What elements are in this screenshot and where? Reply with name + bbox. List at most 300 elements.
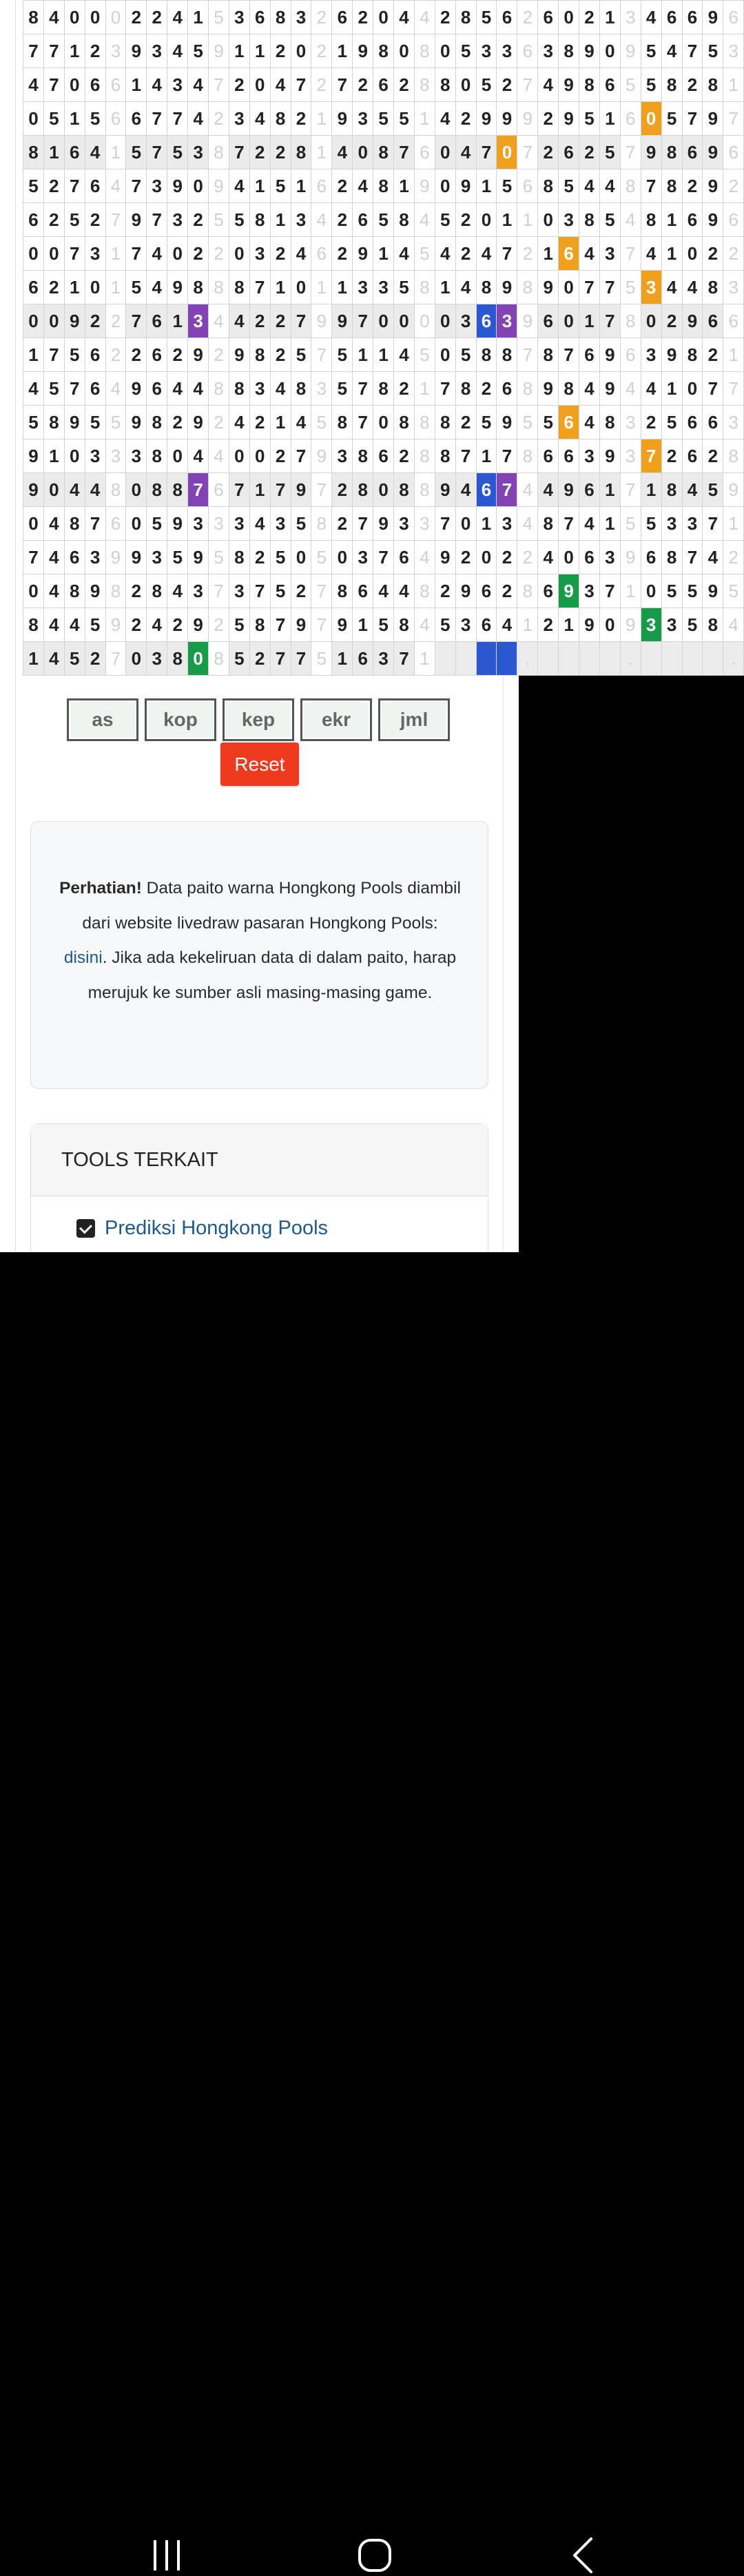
paito-cell[interactable]: 6 [641,541,661,574]
paito-cell[interactable]: 9 [703,1,723,34]
paito-cell[interactable]: 2 [249,406,270,439]
paito-cell[interactable]: 8 [497,338,517,372]
paito-cell[interactable]: 4 [43,507,64,541]
paito-cell[interactable]: 6 [353,203,373,237]
paito-cell[interactable]: 9 [703,169,723,203]
paito-cell[interactable]: 2 [661,304,682,338]
paito-cell[interactable]: 5 [291,507,311,541]
paito-cell[interactable]: 3 [599,237,620,271]
paito-cell[interactable] [703,642,723,676]
paito-cell[interactable]: 0 [229,439,249,473]
paito-cell[interactable]: 2 [394,372,415,406]
paito-cell[interactable]: 4 [43,541,64,574]
paito-cell[interactable]: 3 [497,304,517,338]
paito-cell[interactable]: 9 [64,304,85,338]
paito-cell[interactable]: 4 [373,574,394,608]
paito-cell[interactable]: 6 [579,338,600,372]
paito-cell[interactable]: 3 [291,1,311,34]
paito-cell[interactable]: 7 [435,507,455,541]
paito-cell[interactable]: 0 [599,608,620,642]
paito-cell[interactable]: 5 [703,473,723,507]
paito-cell[interactable]: 5 [64,203,85,237]
paito-cell[interactable]: 2 [249,541,270,574]
paito-cell[interactable]: 5 [332,338,353,372]
paito-cell[interactable]: 7 [682,34,703,68]
paito-cell[interactable]: 3 [147,541,167,574]
paito-cell[interactable]: 4 [23,68,44,102]
paito-cell[interactable]: 8 [270,102,291,136]
paito-cell[interactable]: 6 [497,372,517,406]
paito-cell[interactable]: 5 [64,338,85,372]
paito-cell[interactable]: 1 [249,34,270,68]
paito-cell[interactable]: 4 [43,574,64,608]
paito-cell[interactable]: 4 [229,406,249,439]
paito-cell[interactable]: 2 [291,102,311,136]
paito-cell[interactable]: 2 [703,338,723,372]
paito-cell[interactable]: 8 [291,136,311,169]
paito-cell[interactable]: 5 [394,102,415,136]
paito-cell[interactable]: 9 [599,338,620,372]
paito-cell[interactable]: 6 [682,406,703,439]
paito-cell[interactable]: 4 [661,271,682,304]
paito-cell[interactable]: 5 [579,102,600,136]
paito-cell[interactable]: 6 [682,439,703,473]
paito-cell[interactable]: 0 [167,439,188,473]
paito-cell[interactable]: 8 [579,68,600,102]
paito-cell[interactable]: 7 [249,271,270,304]
paito-cell[interactable]: 8 [661,68,682,102]
paito-cell[interactable]: 4 [394,574,415,608]
paito-cell[interactable]: 1 [188,1,209,34]
paito-cell[interactable]: 5 [229,608,249,642]
paito-cell[interactable]: 2 [167,406,188,439]
paito-cell[interactable]: 9 [23,473,44,507]
paito-cell[interactable]: 7 [188,473,209,507]
paito-cell[interactable]: 2 [291,574,311,608]
paito-cell[interactable]: 7 [332,68,353,102]
paito-cell[interactable]: 3 [332,439,353,473]
paito-cell[interactable]: 0 [476,203,497,237]
paito-cell[interactable] [435,642,455,676]
paito-cell[interactable]: 1 [435,271,455,304]
paito-cell[interactable]: 5 [682,608,703,642]
paito-cell[interactable]: 8 [23,608,44,642]
paito-cell[interactable]: 4 [641,237,661,271]
paito-cell[interactable]: 1 [23,338,44,372]
paito-cell[interactable]: 4 [23,372,44,406]
paito-cell[interactable]: 3 [188,304,209,338]
paito-cell[interactable]: 9 [703,136,723,169]
paito-cell[interactable]: 2 [455,102,476,136]
paito-cell[interactable]: 2 [332,473,353,507]
paito-cell[interactable]: 2 [188,203,209,237]
paito-cell[interactable]: 6 [85,169,105,203]
paito-cell[interactable]: 4 [64,473,85,507]
paito-cell[interactable]: 1 [497,203,517,237]
paito-cell[interactable]: 6 [538,439,559,473]
paito-cell[interactable]: 7 [147,136,167,169]
paito-cell[interactable]: 7 [353,406,373,439]
paito-cell[interactable]: 6 [64,136,85,169]
paito-cell[interactable]: 4 [43,642,64,676]
paito-cell[interactable]: 2 [682,169,703,203]
paito-cell[interactable]: 5 [394,271,415,304]
filter-kop-button[interactable]: kop [145,698,216,741]
paito-cell[interactable]: 0 [394,34,415,68]
paito-cell[interactable]: 8 [147,574,167,608]
paito-cell[interactable]: 9 [579,608,600,642]
paito-cell[interactable]: 0 [64,439,85,473]
paito-cell[interactable]: 4 [249,507,270,541]
paito-cell[interactable]: 4 [167,574,188,608]
paito-cell[interactable]: 2 [538,136,559,169]
paito-cell[interactable]: 8 [682,338,703,372]
paito-cell[interactable]: 6 [661,1,682,34]
paito-cell[interactable]: 0 [85,271,105,304]
paito-cell[interactable]: 8 [147,473,167,507]
paito-cell[interactable]: 5 [703,34,723,68]
paito-cell[interactable]: 2 [167,338,188,372]
paito-cell[interactable]: 8 [23,1,44,34]
paito-cell[interactable]: 4 [455,136,476,169]
paito-cell[interactable]: 0 [435,304,455,338]
paito-cell[interactable]: 8 [353,439,373,473]
paito-cell[interactable]: 5 [661,406,682,439]
paito-cell[interactable]: 9 [599,439,620,473]
paito-cell[interactable]: 7 [291,439,311,473]
paito-cell[interactable]: 2 [43,169,64,203]
paito-cell[interactable]: 1 [126,68,147,102]
paito-cell[interactable]: 4 [147,271,167,304]
paito-cell[interactable]: 8 [353,473,373,507]
paito-cell[interactable]: 4 [229,304,249,338]
paito-cell[interactable]: 8 [703,68,723,102]
paito-cell[interactable]: 0 [682,372,703,406]
paito-cell[interactable]: 5 [85,608,105,642]
paito-cell[interactable]: 7 [43,34,64,68]
paito-cell[interactable] [559,642,579,676]
paito-cell[interactable]: 8 [373,372,394,406]
paito-cell[interactable]: 4 [455,271,476,304]
paito-cell[interactable]: 3 [85,237,105,271]
paito-cell[interactable]: 3 [579,574,600,608]
tool-link-prediksi[interactable]: Prediksi Hongkong Pools [105,1217,329,1239]
paito-cell[interactable]: 9 [579,34,600,68]
paito-cell[interactable]: 9 [353,34,373,68]
paito-cell[interactable]: 0 [126,642,147,676]
paito-cell[interactable]: 3 [373,271,394,304]
paito-cell[interactable]: 1 [599,1,620,34]
paito-cell[interactable]: 0 [373,304,394,338]
paito-cell[interactable]: 6 [538,1,559,34]
paito-cell[interactable]: 7 [599,271,620,304]
paito-cell[interactable]: 5 [497,169,517,203]
paito-cell[interactable]: 1 [641,473,661,507]
paito-cell[interactable]: 6 [559,406,579,439]
paito-cell[interactable]: 5 [476,68,497,102]
paito-cell[interactable]: 3 [85,439,105,473]
paito-cell[interactable]: 0 [641,304,661,338]
paito-cell[interactable]: 7 [64,372,85,406]
home-icon[interactable] [344,2535,406,2576]
paito-cell[interactable]: 5 [64,642,85,676]
paito-cell[interactable]: 9 [455,574,476,608]
paito-cell[interactable]: 5 [559,169,579,203]
paito-cell[interactable]: 4 [43,608,64,642]
paito-cell[interactable]: 9 [641,136,661,169]
paito-cell[interactable]: 8 [64,574,85,608]
paito-cell[interactable]: 9 [332,304,353,338]
paito-cell[interactable]: 2 [85,642,105,676]
paito-cell[interactable]: 6 [476,304,497,338]
paito-cell[interactable]: 5 [270,169,291,203]
paito-cell[interactable]: 6 [23,203,44,237]
paito-cell[interactable]: 8 [373,136,394,169]
paito-cell[interactable]: 8 [270,1,291,34]
paito-cell[interactable]: 0 [229,237,249,271]
paito-cell[interactable]: 7 [599,304,620,338]
paito-cell[interactable]: 2 [126,574,147,608]
paito-cell[interactable]: 7 [497,473,517,507]
paito-cell[interactable]: 2 [682,68,703,102]
paito-cell[interactable]: 1 [559,608,579,642]
paito-cell[interactable]: 0 [291,34,311,68]
paito-cell[interactable]: 4 [682,473,703,507]
paito-cell[interactable]: 8 [229,372,249,406]
paito-cell[interactable]: 1 [476,439,497,473]
paito-cell[interactable]: 2 [85,34,105,68]
paito-cell[interactable]: 2 [85,304,105,338]
paito-cell[interactable]: 4 [332,136,353,169]
paito-cell[interactable]: 6 [559,136,579,169]
paito-cell[interactable]: 7 [147,203,167,237]
paito-cell[interactable]: 6 [599,68,620,102]
filter-jml-button[interactable]: jml [378,698,450,741]
paito-cell[interactable]: 4 [353,169,373,203]
paito-cell[interactable]: 2 [476,372,497,406]
paito-cell[interactable]: 6 [85,338,105,372]
paito-cell[interactable]: 2 [167,608,188,642]
paito-cell[interactable]: 3 [188,574,209,608]
paito-cell[interactable]: 3 [353,271,373,304]
paito-cell[interactable]: 4 [538,541,559,574]
paito-cell[interactable]: 7 [455,439,476,473]
paito-cell[interactable]: 9 [682,304,703,338]
paito-cell[interactable]: 6 [682,136,703,169]
paito-cell[interactable]: 5 [23,169,44,203]
paito-cell[interactable]: 4 [291,406,311,439]
paito-cell[interactable]: 6 [703,406,723,439]
paito-cell[interactable]: 8 [599,406,620,439]
paito-cell[interactable]: 2 [332,203,353,237]
paito-cell[interactable]: 1 [353,338,373,372]
paito-cell[interactable]: 3 [249,237,270,271]
paito-cell[interactable]: 0 [373,473,394,507]
paito-cell[interactable]: 4 [476,237,497,271]
paito-cell[interactable]: 0 [126,507,147,541]
paito-cell[interactable]: 2 [538,102,559,136]
paito-cell[interactable]: 4 [188,68,209,102]
paito-cell[interactable]: 0 [167,237,188,271]
paito-cell[interactable]: 7 [373,541,394,574]
paito-cell[interactable]: 9 [538,372,559,406]
paito-cell[interactable]: 4 [249,102,270,136]
paito-cell[interactable]: 7 [64,237,85,271]
paito-cell[interactable]: 4 [435,237,455,271]
paito-cell[interactable]: 7 [64,169,85,203]
paito-cell[interactable]: 0 [291,541,311,574]
paito-cell[interactable]: 5 [291,338,311,372]
paito-cell[interactable]: 5 [455,34,476,68]
paito-cell[interactable]: 4 [147,68,167,102]
paito-cell[interactable]: 3 [661,608,682,642]
paito-cell[interactable]: 7 [497,439,517,473]
paito-cell[interactable]: 5 [188,34,209,68]
paito-cell[interactable]: 0 [559,271,579,304]
paito-cell[interactable]: 1 [579,304,600,338]
paito-cell[interactable]: 0 [599,34,620,68]
paito-cell[interactable]: 3 [85,541,105,574]
paito-cell[interactable]: 5 [373,203,394,237]
paito-cell[interactable]: 8 [167,473,188,507]
paito-cell[interactable]: 3 [229,507,249,541]
paito-cell[interactable]: 4 [579,169,600,203]
paito-cell[interactable]: 5 [167,541,188,574]
filter-kep-button[interactable]: kep [223,698,294,741]
paito-cell[interactable]: 5 [85,406,105,439]
paito-cell[interactable]: 6 [538,574,559,608]
paito-cell[interactable]: 8 [538,338,559,372]
paito-cell[interactable]: 0 [85,1,105,34]
paito-cell[interactable]: 8 [229,271,249,304]
paito-cell[interactable]: 2 [43,271,64,304]
paito-cell[interactable]: 2 [85,203,105,237]
paito-cell[interactable]: 1 [249,169,270,203]
paito-cell[interactable]: 8 [373,169,394,203]
paito-cell[interactable]: 5 [270,574,291,608]
paito-cell[interactable]: 5 [229,203,249,237]
paito-cell[interactable]: 5 [476,1,497,34]
paito-cell[interactable]: 2 [579,136,600,169]
paito-cell[interactable]: 6 [373,68,394,102]
paito-cell[interactable]: 5 [126,271,147,304]
paito-cell[interactable]: 7 [270,473,291,507]
paito-cell[interactable]: 0 [188,169,209,203]
paito-cell[interactable] [599,642,620,676]
paito-cell[interactable]: 3 [147,642,167,676]
paito-cell[interactable]: 7 [23,541,44,574]
paito-cell[interactable]: 0 [126,473,147,507]
paito-cell[interactable]: 5 [435,203,455,237]
paito-cell[interactable]: 4 [641,1,661,34]
paito-cell[interactable]: 6 [147,372,167,406]
paito-cell[interactable]: 9 [703,102,723,136]
paito-cell[interactable]: 0 [559,541,579,574]
paito-cell[interactable] [538,642,559,676]
paito-cell[interactable]: 3 [147,169,167,203]
paito-cell[interactable]: 9 [455,169,476,203]
paito-cell[interactable]: 3 [229,1,249,34]
paito-cell[interactable]: 4 [394,1,415,34]
paito-cell[interactable]: 7 [126,169,147,203]
paito-cell[interactable]: 2 [126,608,147,642]
paito-cell[interactable]: 3 [188,507,209,541]
paito-cell[interactable]: 3 [641,338,661,372]
paito-cell[interactable]: 2 [43,203,64,237]
paito-cell[interactable]: 9 [332,102,353,136]
paito-cell[interactable]: 0 [23,304,44,338]
paito-cell[interactable]: 6 [126,102,147,136]
paito-cell[interactable]: 0 [43,237,64,271]
paito-cell[interactable]: 8 [435,406,455,439]
paito-cell[interactable]: 7 [43,68,64,102]
paito-cell[interactable]: 1 [43,439,64,473]
paito-cell[interactable]: 2 [332,507,353,541]
paito-cell[interactable]: 4 [641,372,661,406]
paito-cell[interactable]: 5 [455,338,476,372]
paito-cell[interactable]: 0 [455,68,476,102]
paito-cell[interactable]: 6 [373,439,394,473]
paito-cell[interactable]: 6 [147,338,167,372]
paito-cell[interactable]: 9 [497,271,517,304]
paito-cell[interactable]: 6 [703,304,723,338]
paito-cell[interactable]: 2 [126,1,147,34]
paito-cell[interactable]: 2 [703,237,723,271]
paito-cell[interactable]: 3 [167,203,188,237]
paito-cell[interactable]: 0 [249,68,270,102]
paito-cell[interactable]: 9 [559,574,579,608]
paito-cell[interactable]: 8 [188,271,209,304]
paito-cell[interactable]: 8 [538,507,559,541]
paito-cell[interactable]: 0 [682,237,703,271]
paito-cell[interactable]: 3 [249,372,270,406]
paito-cell[interactable]: 1 [167,304,188,338]
paito-cell[interactable]: 1 [599,507,620,541]
paito-cell[interactable]: 7 [559,338,579,372]
paito-cell[interactable]: 3 [497,507,517,541]
paito-cell[interactable]: 1 [661,203,682,237]
paito-cell[interactable]: 0 [476,541,497,574]
paito-cell[interactable]: 2 [394,439,415,473]
paito-cell[interactable]: 6 [579,473,600,507]
paito-cell[interactable]: 5 [641,68,661,102]
paito-cell[interactable]: 7 [353,372,373,406]
paito-cell[interactable]: 8 [435,68,455,102]
paito-cell[interactable]: 6 [394,541,415,574]
paito-cell[interactable]: 5 [229,642,249,676]
paito-cell[interactable]: 3 [455,304,476,338]
paito-cell[interactable]: 9 [126,406,147,439]
paito-cell[interactable]: 8 [661,169,682,203]
paito-cell[interactable]: 7 [703,507,723,541]
paito-cell[interactable]: 6 [559,439,579,473]
paito-cell[interactable]: 4 [538,68,559,102]
paito-cell[interactable]: 4 [85,136,105,169]
paito-cell[interactable]: 0 [43,473,64,507]
paito-cell[interactable]: 2 [147,1,167,34]
paito-cell[interactable]: 9 [126,203,147,237]
paito-cell[interactable]: 2 [538,608,559,642]
paito-cell[interactable]: 8 [394,473,415,507]
paito-cell[interactable]: 7 [270,642,291,676]
paito-cell[interactable]: 7 [229,136,249,169]
paito-cell[interactable]: 9 [126,34,147,68]
paito-cell[interactable]: 3 [167,68,188,102]
paito-cell[interactable]: 0 [559,1,579,34]
paito-cell[interactable]: 3 [641,271,661,304]
paito-cell[interactable]: 6 [538,304,559,338]
paito-cell[interactable]: 2 [270,338,291,372]
